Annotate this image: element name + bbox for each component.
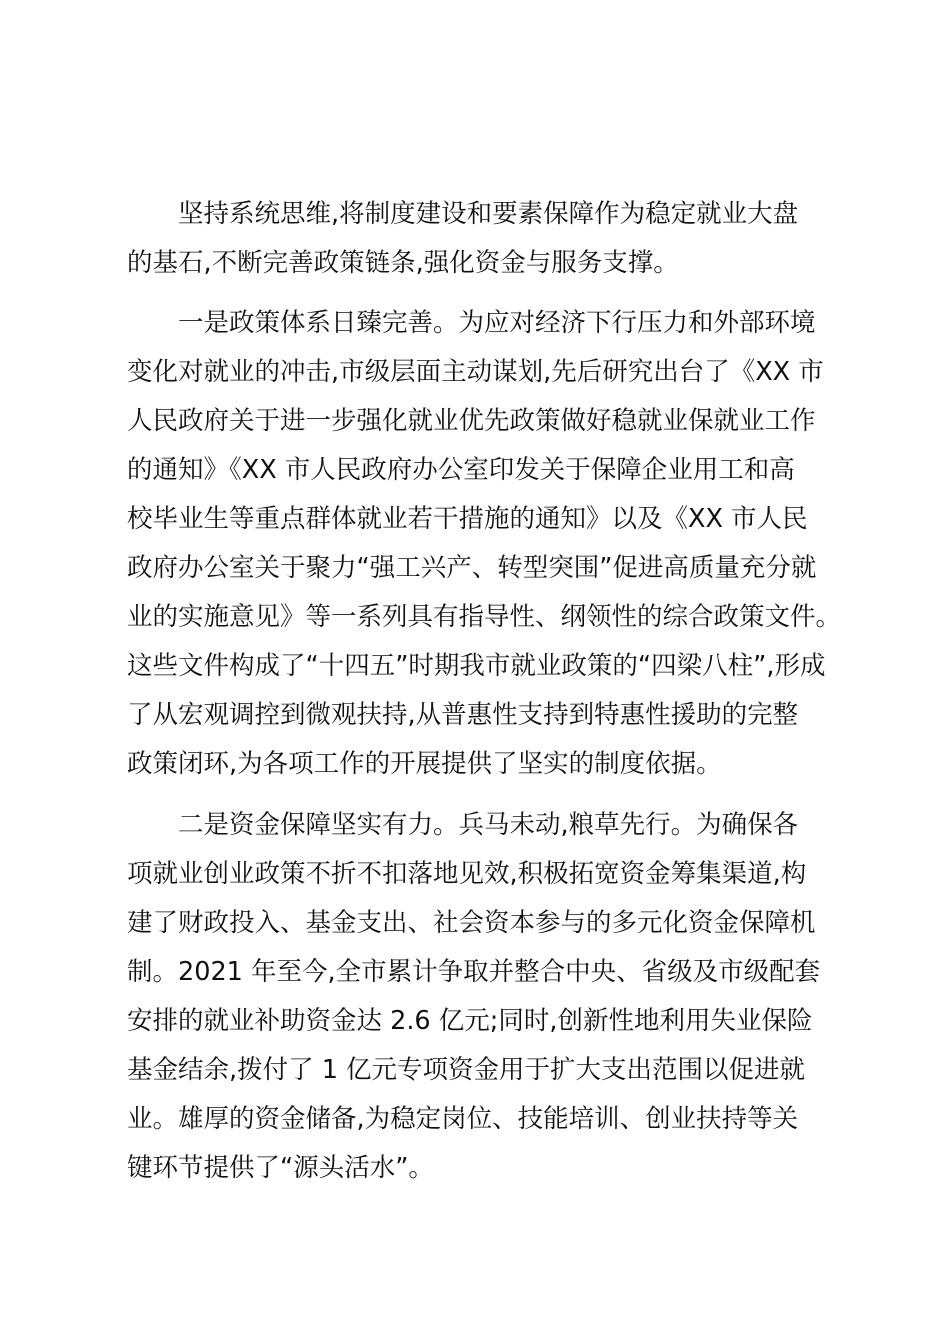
text-line: 制。2021 年至今,全市累计争取并整合中央、省级及市级配套 xyxy=(127,957,821,987)
text-line: 的基石,不断完善政策链条,强化资金与服务支撑。 xyxy=(127,248,679,278)
text-line: 项就业创业政策不折不扣落地见效,积极拓宽资金筹集渠道,构 xyxy=(127,859,807,889)
text-line: 的通知》《XX 市人民政府办公室印发关于保障企业用工和高 xyxy=(127,455,795,485)
text-line: 校毕业生等重点群体就业若干措施的通知》以及《XX 市人民 xyxy=(127,504,808,534)
text-line: 基金结余,拨付了 1 亿元专项资金用于扩大支出范围以促进就 xyxy=(127,1055,806,1085)
text-line: 人民政府关于进一步强化就业优先政策做好稳就业保就业工作 xyxy=(127,406,816,436)
text-line: 变化对就业的冲击,市级层面主动谋划,先后研究出台了《XX 市 xyxy=(127,357,824,387)
text-line: 了从宏观调控到微观扶持,从普惠性支持到特惠性援助的完整 xyxy=(127,700,799,730)
text-line: 建了财政投入、基金支出、社会资本参与的多元化资金保障机 xyxy=(127,908,816,938)
text-line: 政策闭环,为各项工作的开展提供了坚实的制度依据。 xyxy=(127,749,722,779)
text-line: 二是资金保障坚实有力。兵马未动,粮草先行。为确保各 xyxy=(178,810,799,840)
text-line: 坚持系统思维,将制度建设和要素保障作为稳定就业大盘 xyxy=(178,199,799,229)
text-line: 业的实施意见》等一系列具有指导性、纲领性的综合政策文件。 xyxy=(127,602,842,632)
text-line: 业。雄厚的资金储备,为稳定岗位、技能培训、创业扶持等关 xyxy=(127,1104,799,1134)
text-line: 这些文件构成了“十四五”时期我市就业政策的“四梁八柱”,形成 xyxy=(127,651,826,681)
text-line: 安排的就业补助资金达 2.6 亿元;同时,创新性地利用失业保险 xyxy=(127,1006,813,1036)
text-line: 政府办公室关于聚力“强工兴产、转型突围”促进高质量充分就 xyxy=(127,553,817,583)
text-line: 一是政策体系日臻完善。为应对经济下行压力和外部环境 xyxy=(178,308,816,338)
text-line: 键环节提供了“源头活水”。 xyxy=(127,1153,434,1183)
